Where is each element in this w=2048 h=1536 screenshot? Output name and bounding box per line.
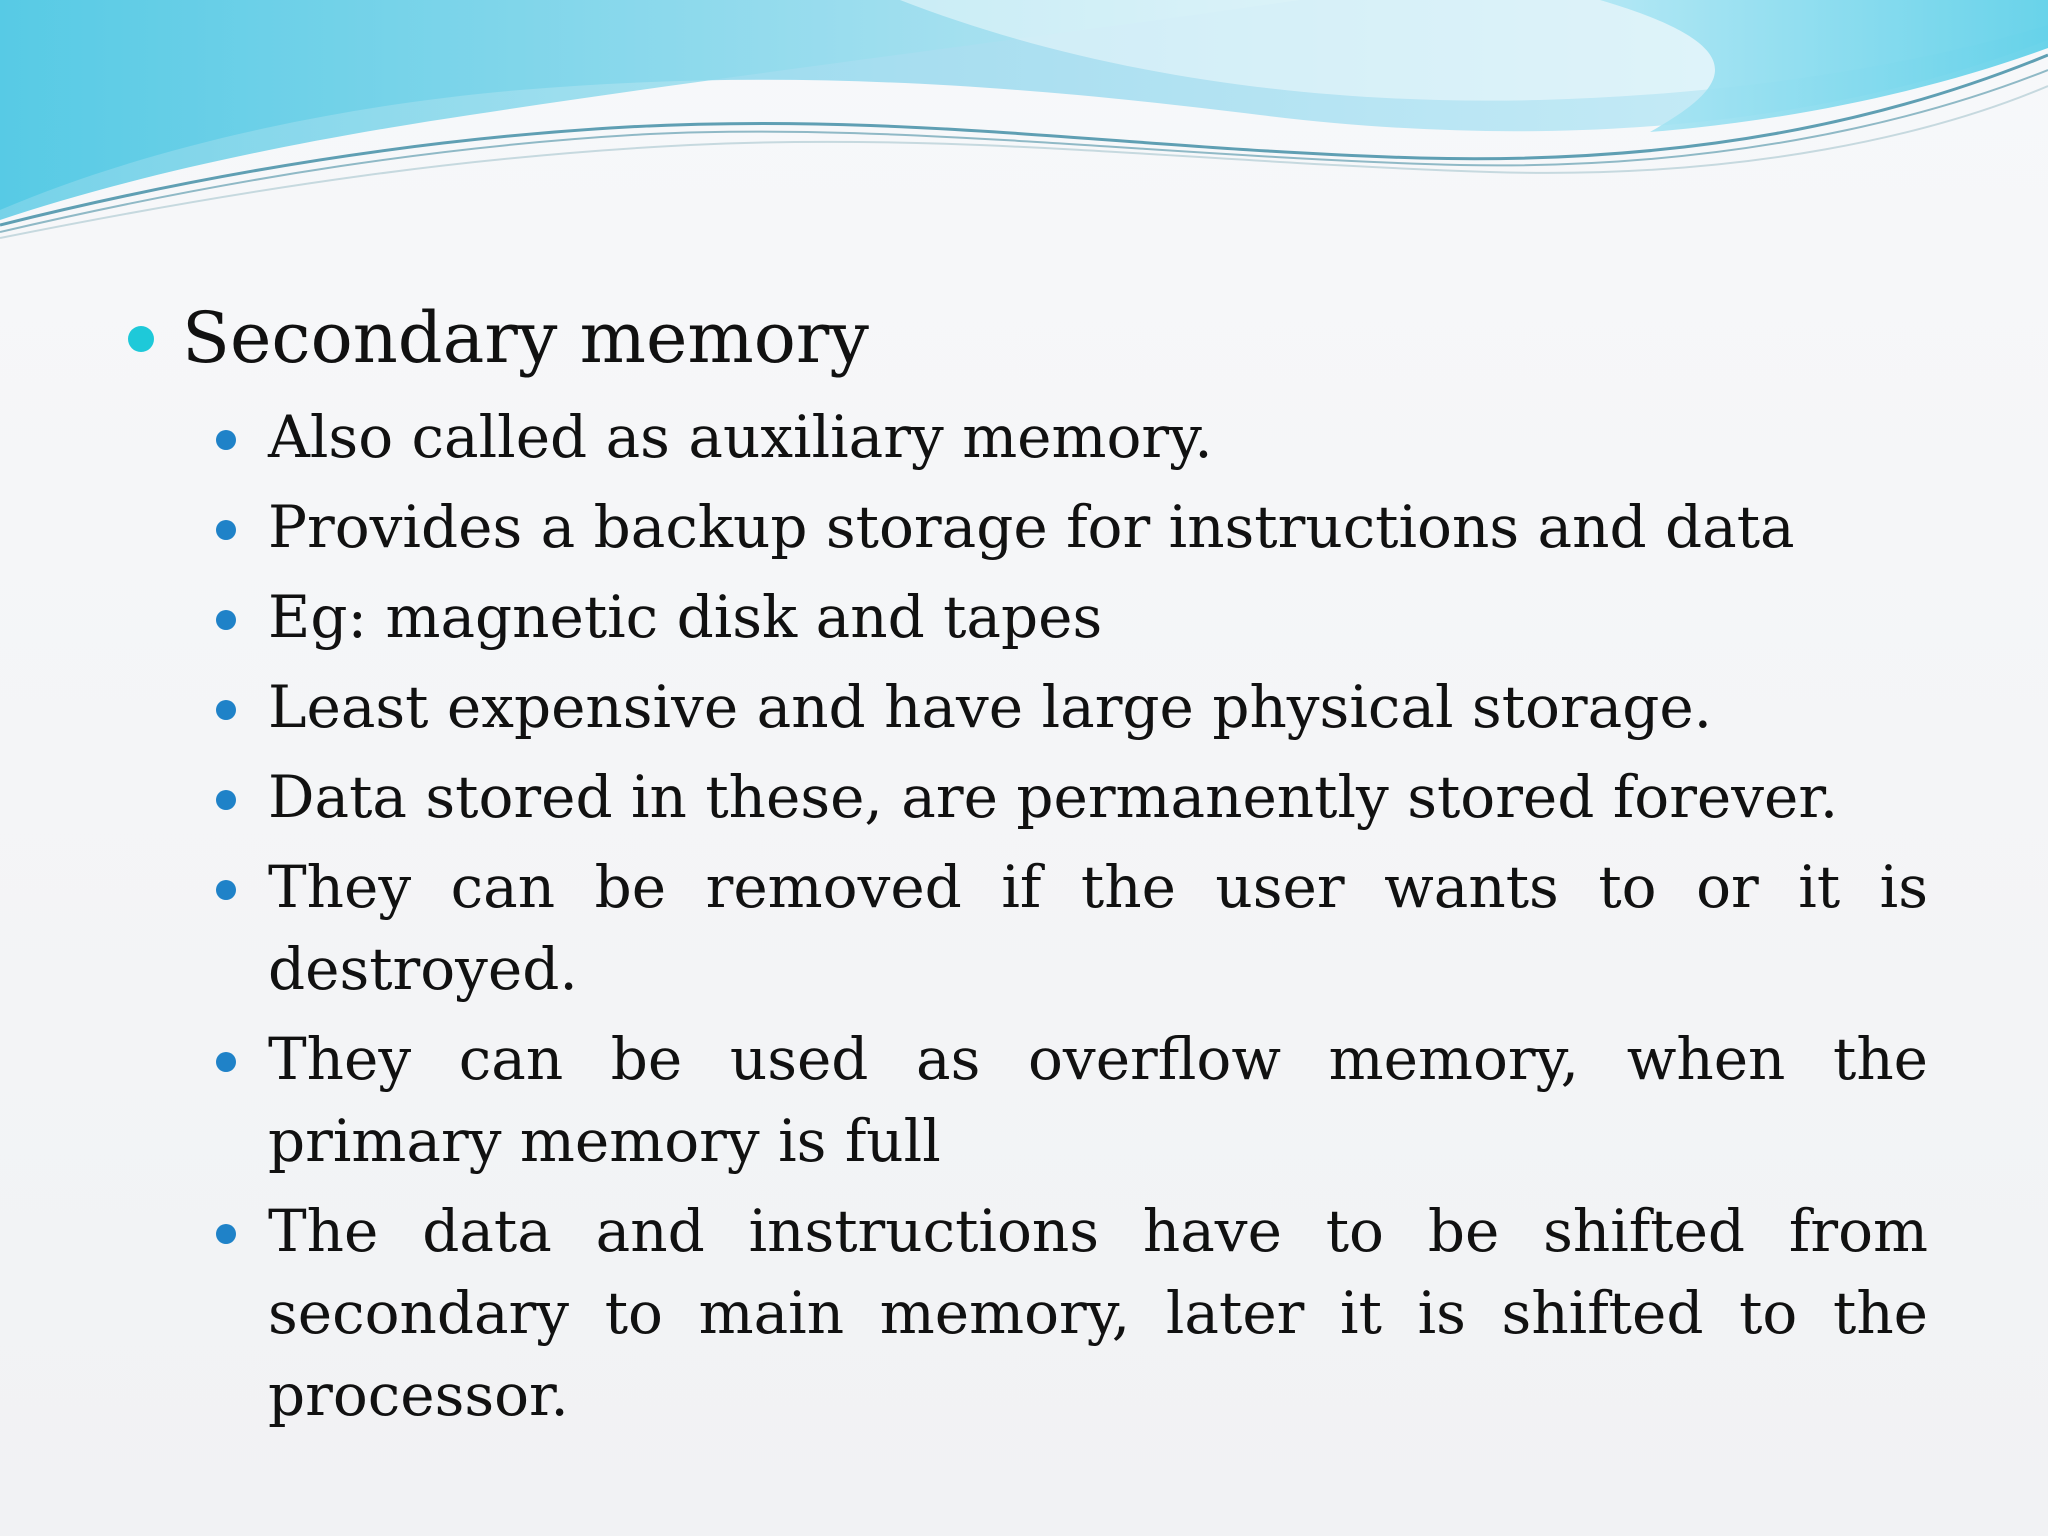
sub-bullet-text: Data stored in these, are permanently stored forever. <box>268 763 1839 831</box>
sub-bullet-dot-icon <box>216 700 236 720</box>
sub-bullet-item-6 <box>210 846 1928 1010</box>
sub-bullet-text: Least expensive and have large physical storage. <box>268 673 1713 741</box>
sub-bullet-text: Also called as auxiliary memory. <box>268 403 1213 471</box>
sub-bullet-text: Eg: magnetic disk and tapes <box>268 583 1103 651</box>
main-bullet-text: Secondary memory <box>182 297 869 379</box>
sub-bullet-item-5 <box>210 756 1928 838</box>
header-wave-decoration <box>0 0 2048 260</box>
sub-bullet-text: They can be used as overflow memory, when the primary memory is full <box>268 1025 1928 1175</box>
sub-bullet-item-1 <box>210 396 1928 478</box>
sub-bullet-dot-icon <box>216 1052 236 1072</box>
sub-bullet-dot-icon <box>216 520 236 540</box>
sub-bullet-item-3 <box>210 576 1928 658</box>
sub-bullet-item-4 <box>210 666 1928 748</box>
main-bullet-dot-icon <box>128 326 154 352</box>
sub-bullet-dot-icon <box>216 430 236 450</box>
sub-bullet-list <box>210 396 1928 1436</box>
slide-content <box>120 290 1940 1444</box>
sub-bullet-dot-icon <box>216 880 236 900</box>
sub-bullet-item-7 <box>210 1018 1928 1182</box>
sub-bullet-text: The data and instructions have to be shifted from secondary to main memory, later it is shifted to the processor. <box>268 1197 1928 1429</box>
sub-bullet-item-2 <box>210 486 1928 568</box>
sub-bullet-text: Provides a backup storage for instructions and data <box>268 493 1795 561</box>
sub-bullet-text: They can be removed if the user wants to or it is destroyed. <box>268 853 1928 1003</box>
main-bullet-item <box>120 290 1940 386</box>
sub-bullet-dot-icon <box>216 790 236 810</box>
sub-bullet-dot-icon <box>216 1224 236 1244</box>
sub-bullet-item-8 <box>210 1190 1928 1436</box>
sub-bullet-dot-icon <box>216 610 236 630</box>
